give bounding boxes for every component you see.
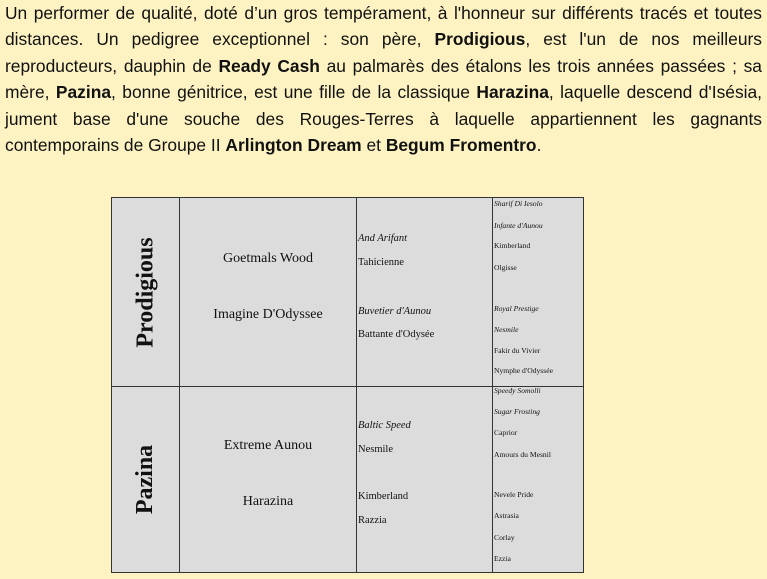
column-divider bbox=[492, 198, 493, 572]
gen4-name: Sharif Di Iesolo bbox=[494, 199, 543, 208]
sire-cell bbox=[112, 198, 180, 386]
sire-name-bold: Prodigious bbox=[434, 29, 526, 50]
dam-dam-name: Harazina bbox=[242, 494, 294, 509]
gen4-name: Olgisse bbox=[494, 263, 517, 272]
gen4-name: Royal Prestige bbox=[494, 304, 539, 313]
gen4-name: Nevele Pride bbox=[494, 490, 534, 499]
gen3-name: Baltic Speed bbox=[358, 420, 411, 431]
gen4-name: Infante d'Aunou bbox=[494, 221, 543, 230]
gen3-name: Tahicienne bbox=[358, 257, 404, 268]
gen4-name: Nesmile bbox=[494, 325, 519, 334]
intro-paragraph: Un performer de qualité, doté d’un gros tempérament, à l'honneur sur différents tracés et toutes distances. Un pedigree exceptionnel : son père, Prodigious, est l'un de nos meilleurs reproducteurs, dauphin de Ready Cash au palmarès des étalons les trois années passées ; sa mère, Pazina, bonne génitrice, est une fille de la classique Harazina, laquelle descend d'Isésia, jument base d'une souche des Rouges-Terres à laquelle appartiennent les gagnants contemporains de Groupe II Arlington Dream et Begum Fromentro. bbox=[5, 3, 763, 156]
gen3-name: Buvetier d'Aunou bbox=[358, 306, 432, 317]
gen3-name: And Arifant bbox=[358, 233, 408, 244]
gen4-name: Corlay bbox=[494, 533, 515, 542]
sire-sire-name: Goetmals Wood bbox=[223, 251, 313, 266]
gen4-name: Ezzia bbox=[494, 554, 511, 563]
pedigree-table bbox=[111, 197, 584, 573]
gen4-name: Caprior bbox=[494, 428, 518, 437]
ready-cash-bold: Ready Cash bbox=[218, 55, 320, 76]
gen3-name: Nesmile bbox=[358, 444, 393, 455]
gen4-name: Kimberland bbox=[494, 241, 531, 250]
begum-fromentro-bold: Begum Fromentro bbox=[385, 135, 537, 156]
gen4-name: Sugar Frosting bbox=[494, 407, 540, 416]
gen4-name: Nymphe d'Odyssée bbox=[494, 366, 553, 375]
sire-dam-name: Imagine D'Odyssee bbox=[213, 307, 323, 322]
dam-name: Pazina bbox=[132, 444, 159, 515]
gen3-name: Battante d'Odysée bbox=[358, 329, 435, 340]
dam-sire-name: Extreme Aunou bbox=[223, 438, 313, 453]
dam-name-bold: Pazina bbox=[55, 82, 111, 103]
gen3-name: Kimberland bbox=[358, 491, 409, 502]
gen4-name: Fakir du Vivier bbox=[494, 346, 541, 355]
gen4-name: Amours du Mesnil bbox=[494, 450, 551, 459]
arlington-dream-bold: Arlington Dream bbox=[225, 135, 362, 156]
dam-cell bbox=[112, 386, 180, 573]
gen4-name: Speedy Somolli bbox=[494, 386, 541, 395]
harazina-bold: Harazina bbox=[476, 82, 549, 103]
gen4-name: Astrasia bbox=[494, 511, 519, 520]
gen3-name: Razzia bbox=[358, 515, 387, 526]
column-divider bbox=[356, 198, 357, 572]
sire-name: Prodigious bbox=[132, 236, 159, 348]
